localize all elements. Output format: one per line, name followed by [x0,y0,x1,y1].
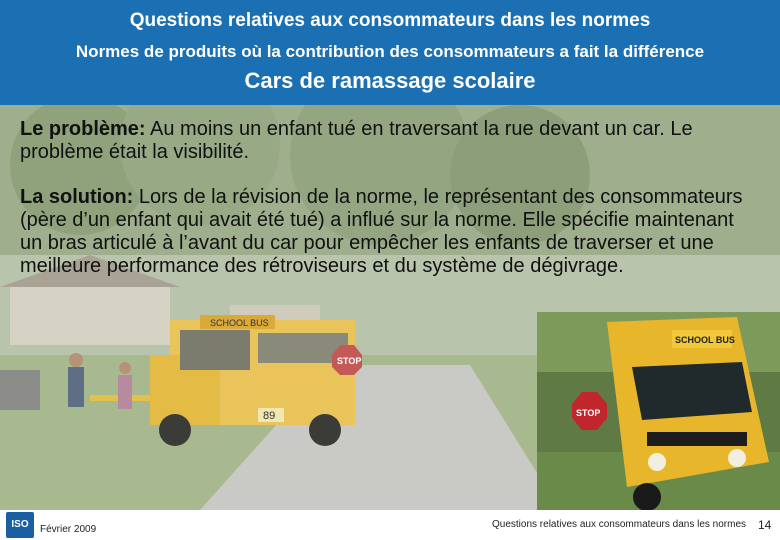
school-bus-photo [537,312,780,510]
solution-paragraph [20,186,760,278]
background-bus-header: SCHOOL BUS [210,318,269,328]
inset-bus-header: SCHOOL BUS [675,335,735,345]
problem-text: Au moins un enfant tué en traversant la rue devant un car. Le problème était la visibilité. [20,118,693,163]
footer-date: Février 2009 [40,524,97,535]
background-bus-plate: 89 [263,410,276,422]
title-band [0,0,780,105]
iso-logo [6,512,34,538]
iso-logo-text: ISO [11,519,29,530]
solution-label: La solution: [20,186,134,208]
slide-topic: Cars de ramassage scolaire [244,68,536,93]
slide-subtitle: Normes de produits où la contribution des consommateurs a fait la différence [75,42,705,61]
footer-running-title: Questions relatives aux consommateurs dans les normes [492,519,747,530]
solution-text: Lors de la révision de la norme, le représentant des consommateurs (père d’un enfant qui avait été tué) a influé sur la norme. Elle spécifie maintenant un bras articulé à l’avant du car pour empêcher les enfants de traverser et une meilleure performance des rétroviseurs et du système de dégivrage. [20,186,743,277]
page-number: 14 [758,518,772,532]
problem-label: Le problème: [20,118,146,140]
inset-bus-stop-sign: STOP [576,408,601,418]
problem-paragraph [20,118,760,164]
background-bus-stop-sign: STOP [337,356,362,366]
slide-title: Questions relatives aux consommateurs dans les normes [129,10,651,31]
